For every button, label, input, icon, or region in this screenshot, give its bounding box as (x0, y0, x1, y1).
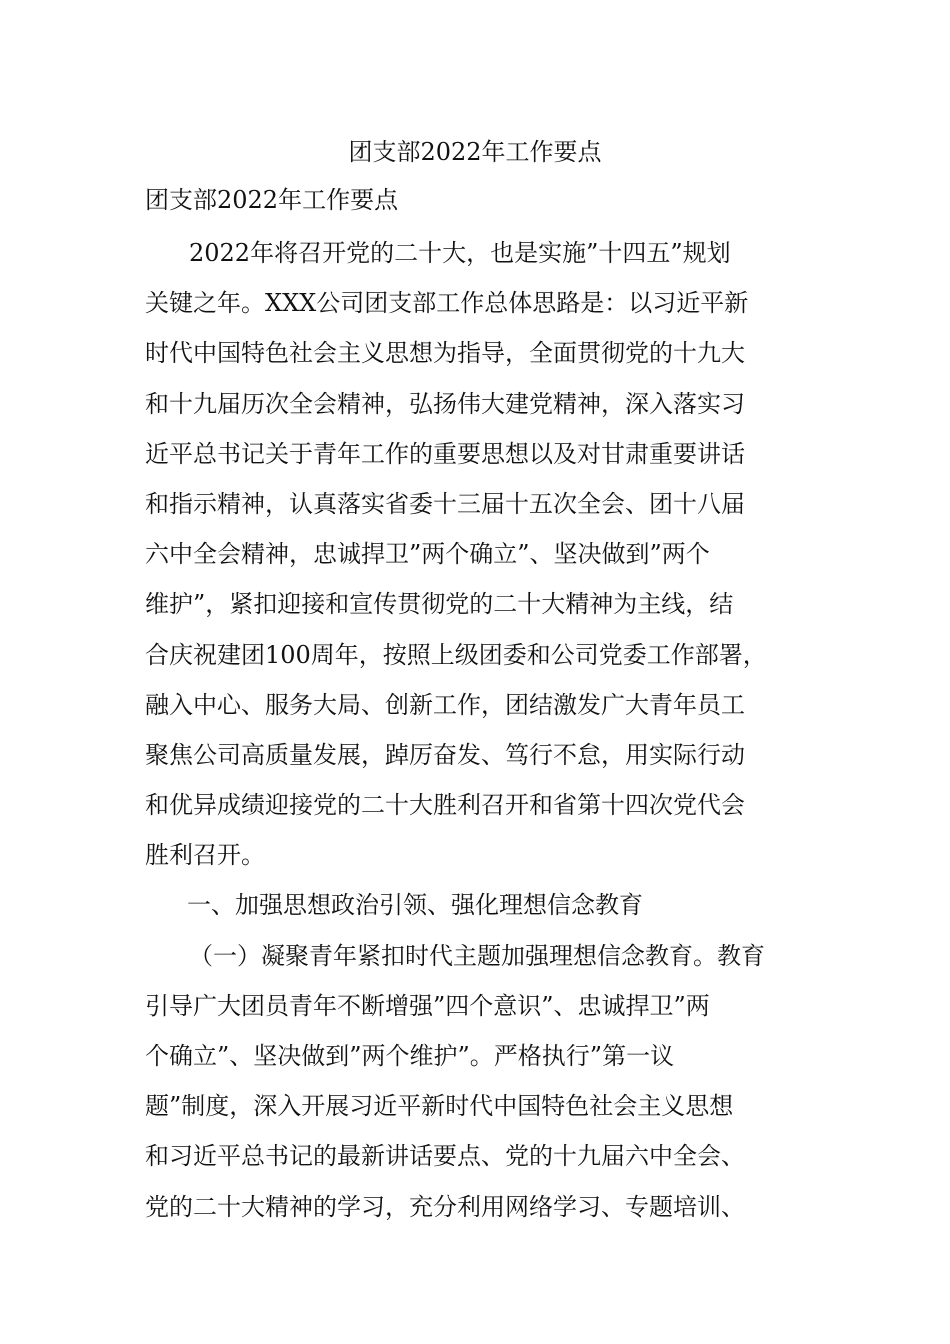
body-line: 2022年将召开党的二十大，也是实施”十四五”规划 (189, 239, 731, 267)
body-line: 题”制度，深入开展习近平新时代中国特色社会主义思想 (145, 1092, 734, 1121)
body-line: 和十九届历次全会精神，弘扬伟大建党精神，深入落实习 (145, 389, 745, 418)
body-line: 个确立”、坚决做到”两个维护”。严格执行”第一议 (145, 1042, 675, 1070)
body-line: 和习近平总书记的最新讲话要点、党的十九届六中全会、 (145, 1142, 745, 1171)
body-line: 党的二十大精神的学习，充分利用网络学习、专题培训、 (145, 1192, 745, 1221)
body-line: 引导广大团员青年不断增强”四个意识”、忠诚捍卫”两 (145, 991, 710, 1020)
body-line: 聚焦公司高质量发展，踔厉奋发、笃行不怠，用实际行动 (145, 740, 745, 769)
body-line: 时代中国特色社会主义思想为指导，全面贯彻党的十九大 (145, 339, 745, 368)
body-line: 胜利召开。 (145, 841, 265, 870)
body-line: 六中全会精神，忠诚捍卫”两个确立”、坚决做到”两个 (145, 540, 710, 569)
body-line: 和优异成绩迎接党的二十大胜利召开和省第十四次党代会 (145, 791, 745, 820)
section-heading: 一、加强思想政治引领、强化理想信念教育 (187, 891, 643, 920)
document-title: 团支部2022年工作要点 (348, 138, 602, 166)
document-subtitle: 团支部2022年工作要点 (145, 186, 399, 214)
body-line: 合庆祝建团100周年，按照上级团委和公司党委工作部署， (145, 640, 767, 669)
body-line: 和指示精神，认真落实省委十三届十五次全会、团十八届 (145, 489, 745, 518)
body-line: 关键之年。XXX公司团支部工作总体思路是：以习近平新 (145, 289, 749, 318)
body-line: 维护”，紧扣迎接和宣传贯彻党的二十大精神为主线，结 (145, 590, 734, 619)
body-line: 融入中心、服务大局、创新工作，团结激发广大青年员工 (145, 690, 745, 719)
body-line: 近平总书记关于青年工作的重要思想以及对甘肃重要讲话 (145, 439, 745, 468)
document-body (145, 228, 845, 1232)
body-line: （一）凝聚青年紧扣时代主题加强理想信念教育。教育 (189, 941, 765, 970)
